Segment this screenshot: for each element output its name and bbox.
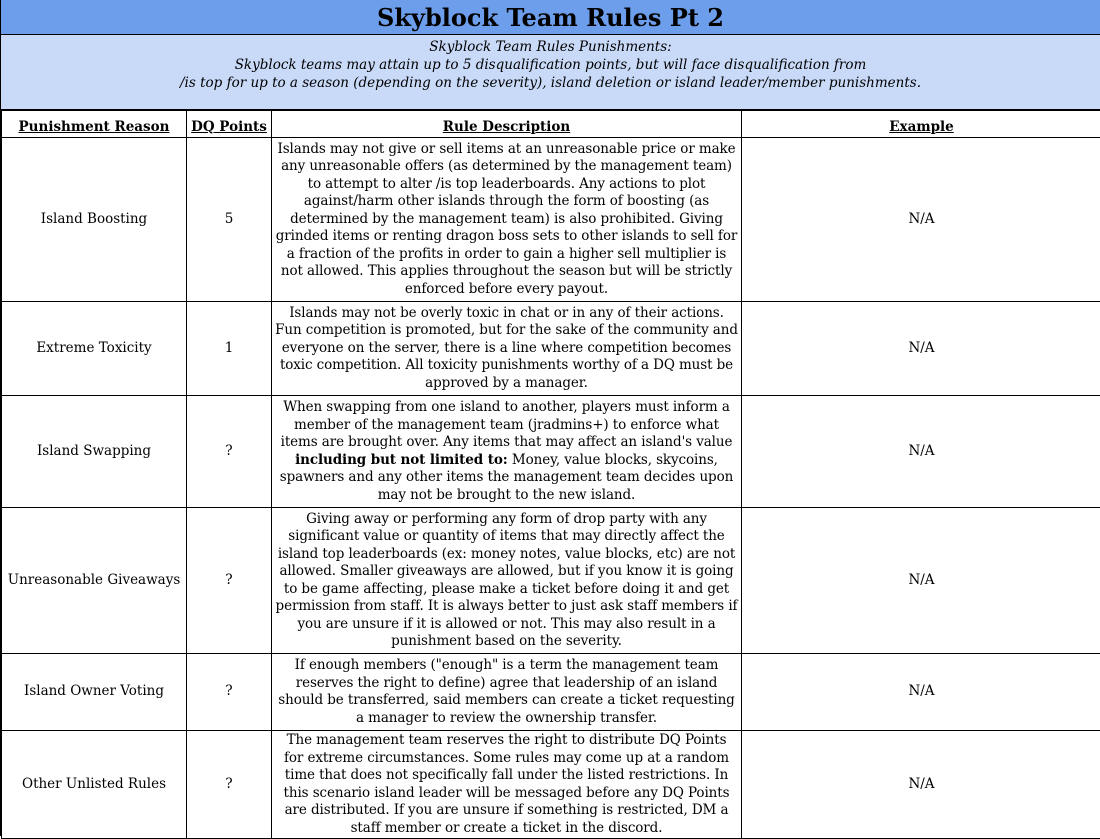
cell-example[interactable]: N/A bbox=[742, 654, 1100, 731]
description-text: When swapping from one island to another, players must inform a member of the management team (jradmins+) to enforce what items are brought over. Any items that may affect an island's value bbox=[281, 399, 733, 450]
cell-points[interactable]: 5 bbox=[187, 138, 272, 302]
description-text: Money, value blocks, skycoins, spawners and any other items the management team decides upon may not be brought to the new island. bbox=[280, 452, 733, 503]
table-row bbox=[2, 302, 1100, 396]
punishments-intro bbox=[1, 35, 1100, 110]
cell-example[interactable]: N/A bbox=[742, 138, 1100, 302]
table-row bbox=[2, 508, 1100, 654]
cell-reason[interactable]: Island Owner Voting bbox=[2, 654, 187, 731]
cell-reason[interactable]: Island Boosting bbox=[2, 138, 187, 302]
cell-reason[interactable]: Unreasonable Giveaways bbox=[2, 508, 187, 654]
header-punishment-reason[interactable]: Punishment Reason bbox=[2, 111, 187, 138]
intro-heading: Skyblock Team Rules Punishments: bbox=[1, 38, 1100, 56]
rules-table bbox=[1, 110, 1100, 839]
cell-description[interactable]: Giving away or performing any form of drop party with any significant value or quantity of items that may directly affect the island top leaderboards (ex: money notes, value blocks, etc) are not allowed. Smaller giveaways are allowed, but if you know it is going to be game affecting, please make a ticket before doing it and get permission from staff. It is always better to just ask staff members if you are unsure if it is allowed or not. This may also result in a punishment based on the severity. bbox=[272, 508, 742, 654]
cell-example[interactable]: N/A bbox=[742, 731, 1100, 839]
cell-reason[interactable]: Extreme Toxicity bbox=[2, 302, 187, 396]
cell-points[interactable]: ? bbox=[187, 396, 272, 508]
cell-example[interactable]: N/A bbox=[742, 302, 1100, 396]
cell-reason[interactable]: Island Swapping bbox=[2, 396, 187, 508]
cell-points[interactable]: ? bbox=[187, 731, 272, 839]
cell-points[interactable]: ? bbox=[187, 508, 272, 654]
cell-description[interactable]: If enough members ("enough" is a term the management team reserves the right to define) agree that leadership of an island should be transferred, said members can create a ticket requesting a manager to review the ownership transfer. bbox=[272, 654, 742, 731]
table-row bbox=[2, 396, 1100, 508]
header-rule-description[interactable]: Rule Description bbox=[272, 111, 742, 138]
cell-points[interactable]: ? bbox=[187, 654, 272, 731]
cell-description[interactable]: The management team reserves the right to distribute DQ Points for extreme circumstances. Some rules may come up at a random time that does not specifically fall under the listed restrictions. In this scenario island leader will be messaged before any DQ Points are distributed. If you are unsure if something is restricted, DM a staff member or create a ticket in the discord. bbox=[272, 731, 742, 839]
table-row bbox=[2, 138, 1100, 302]
header-row bbox=[2, 111, 1100, 138]
header-dq-points[interactable]: DQ Points bbox=[187, 111, 272, 138]
cell-example[interactable]: N/A bbox=[742, 508, 1100, 654]
intro-line-2: /is top for up to a season (depending on the severity), island deletion or island leader/member punishments. bbox=[1, 74, 1100, 92]
table-row bbox=[2, 731, 1100, 839]
description-bold-text: including but not limited to: bbox=[295, 452, 508, 468]
sheet-title: Skyblock Team Rules Pt 2 bbox=[1, 0, 1100, 35]
cell-reason[interactable]: Other Unlisted Rules bbox=[2, 731, 187, 839]
cell-example[interactable]: N/A bbox=[742, 396, 1100, 508]
cell-points[interactable]: 1 bbox=[187, 302, 272, 396]
header-example[interactable]: Example bbox=[742, 111, 1100, 138]
cell-description[interactable]: Islands may not give or sell items at an unreasonable price or make any unreasonable offers (as determined by the management team) to attempt to alter /is top leaderboards. Any actions to plot against/harm other islands through the form of boosting (as determined by the management team) is also prohibited. Giving grinded items or renting dragon boss sets to other islands to sell for a fraction of the profits in order to gain a higher sell multiplier is not allowed. This applies throughout the season but will be strictly enforced before every payout. bbox=[272, 138, 742, 302]
table-row bbox=[2, 654, 1100, 731]
cell-description[interactable] bbox=[272, 396, 742, 508]
intro-line-1: Skyblock teams may attain up to 5 disqualification points, but will face disqualification from bbox=[1, 56, 1100, 74]
cell-description[interactable]: Islands may not be overly toxic in chat or in any of their actions. Fun competition is promoted, but for the sake of the community and everyone on the server, there is a line where competition becomes toxic competition. All toxicity punishments worthy of a DQ must be approved by a manager. bbox=[272, 302, 742, 396]
